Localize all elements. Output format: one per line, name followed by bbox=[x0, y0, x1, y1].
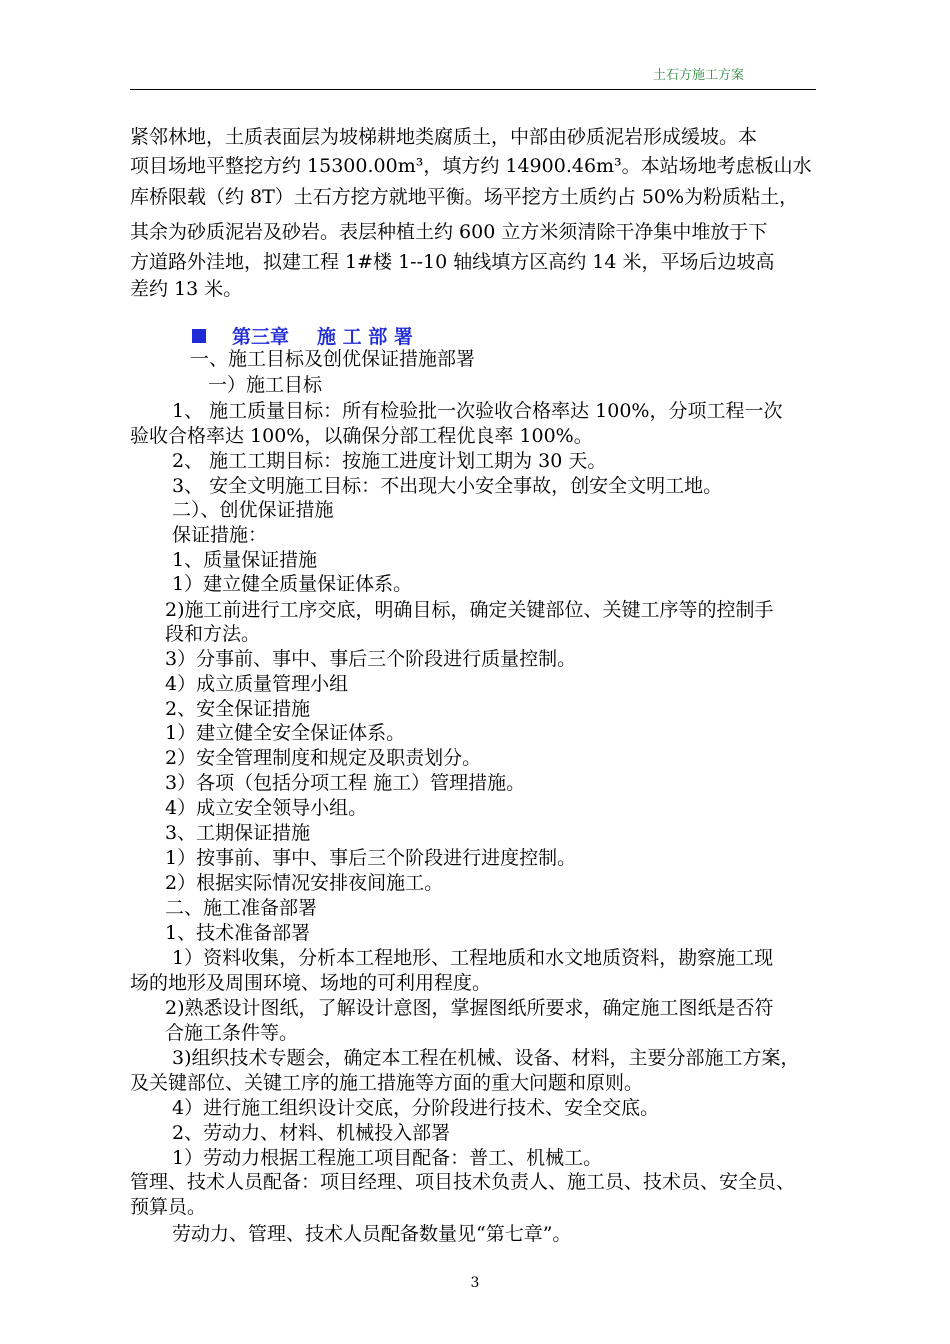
body-line: 3)组织技术专题会，确定本工程在机械、设备、材料，主要分部施工方案， bbox=[172, 1047, 800, 1069]
section-heading: 一、施工目标及创优保证措施部署 bbox=[190, 348, 476, 370]
body-line: 1）建立健全质量保证体系。 bbox=[172, 573, 413, 595]
body-line: 及关键部位、关键工序的施工措施等方面的重大问题和原则。 bbox=[130, 1072, 644, 1094]
body-line: 4）成立质量管理小组 bbox=[165, 673, 349, 695]
body-line: 1）劳动力根据工程施工项目配备：普工、机械工。 bbox=[172, 1147, 603, 1169]
header-title: 土石方施工方案 bbox=[652, 68, 744, 83]
body-line: 2、安全保证措施 bbox=[165, 698, 311, 720]
body-line: 1、质量保证措施 bbox=[172, 549, 318, 571]
chapter-heading bbox=[192, 322, 413, 349]
header-rule bbox=[130, 89, 816, 90]
intro-line: 方道路外洼地，拟建工程 1#楼 1--10 轴线填方区高约 14 米，平场后边坡高 bbox=[130, 251, 775, 273]
intro-line: 差约 13 米。 bbox=[130, 278, 243, 300]
body-line: 1、 施工质量目标：所有检验批一次验收合格率达 100%，分项工程一次 bbox=[172, 400, 783, 422]
chapter-title: 施 工 部 署 bbox=[317, 326, 413, 348]
square-bullet-icon bbox=[192, 329, 206, 343]
page-number: 3 bbox=[470, 1275, 480, 1291]
body-line: 合施工条件等。 bbox=[165, 1022, 299, 1044]
intro-line: 紧邻林地，土质表面层为坡梯耕地类腐质土，中部由砂质泥岩形成缓坡。本 bbox=[130, 126, 758, 148]
body-line: 2）安全管理制度和规定及职责划分。 bbox=[165, 747, 482, 769]
page-header bbox=[130, 64, 816, 92]
body-line: 劳动力、管理、技术人员配备数量见“第七章”。 bbox=[172, 1223, 572, 1245]
body-line: 1）建立健全安全保证体系。 bbox=[165, 722, 406, 744]
body-line: 段和方法。 bbox=[165, 623, 261, 645]
intro-line: 项目场地平整挖方约 15300.00m³，填方约 14900.46m³。本站场地考虑板山水 bbox=[130, 155, 812, 177]
body-line: 2、 施工工期目标：按施工进度计划工期为 30 天。 bbox=[172, 450, 607, 472]
intro-line: 其余为砂质泥岩及砂岩。表层种植土约 600 立方米须清除干净集中堆放于下 bbox=[130, 221, 768, 243]
body-line: 2)熟悉设计图纸，了解设计意图，掌握图纸所要求，确定施工图纸是否符 bbox=[165, 997, 774, 1019]
intro-line: 库桥限载（约 8T）土石方挖方就地平衡。场平挖方土质约占 50%为粉质粘土， bbox=[130, 186, 799, 208]
body-line: 预算员。 bbox=[130, 1196, 207, 1218]
subsection-heading: 1、技术准备部署 bbox=[165, 922, 311, 944]
body-line: 1）资料收集，分析本工程地形、工程地质和水文地质资料，勘察施工现 bbox=[172, 947, 774, 969]
subsection-heading: 一）施工目标 bbox=[208, 374, 323, 396]
body-line: 1）按事前、事中、事后三个阶段进行进度控制。 bbox=[165, 847, 577, 869]
body-line: 3、工期保证措施 bbox=[165, 822, 311, 844]
section-heading: 二、施工准备部署 bbox=[165, 897, 318, 919]
body-line: 3）分事前、事中、事后三个阶段进行质量控制。 bbox=[165, 648, 577, 670]
body-line: 2)施工前进行工序交底，明确目标，确定关键部位、关键工序等的控制手 bbox=[165, 599, 774, 621]
body-line: 3）各项（包括分项工程 施工）管理措施。 bbox=[165, 772, 526, 794]
body-line: 管理、技术人员配备：项目经理、项目技术负责人、施工员、技术员、安全员、 bbox=[130, 1171, 796, 1193]
body-line: 3、 安全文明施工目标：不出现大小安全事故，创安全文明工地。 bbox=[172, 475, 723, 497]
body-line: 2）根据实际情况安排夜间施工。 bbox=[165, 872, 444, 894]
body-line: 场的地形及周围环境、场地的可利用程度。 bbox=[130, 972, 492, 994]
body-line: 4）进行施工组织设计交底，分阶段进行技术、安全交底。 bbox=[172, 1097, 660, 1119]
chapter-number: 第三章 bbox=[232, 326, 290, 348]
subsection-heading: 二）、创优保证措施 bbox=[172, 499, 334, 521]
body-line: 保证措施： bbox=[172, 524, 268, 546]
subsection-heading: 2、劳动力、材料、机械投入部署 bbox=[172, 1122, 451, 1144]
body-line: 4）成立安全领导小组。 bbox=[165, 797, 368, 819]
body-line: 验收合格率达 100%，以确保分部工程优良率 100%。 bbox=[130, 425, 593, 447]
